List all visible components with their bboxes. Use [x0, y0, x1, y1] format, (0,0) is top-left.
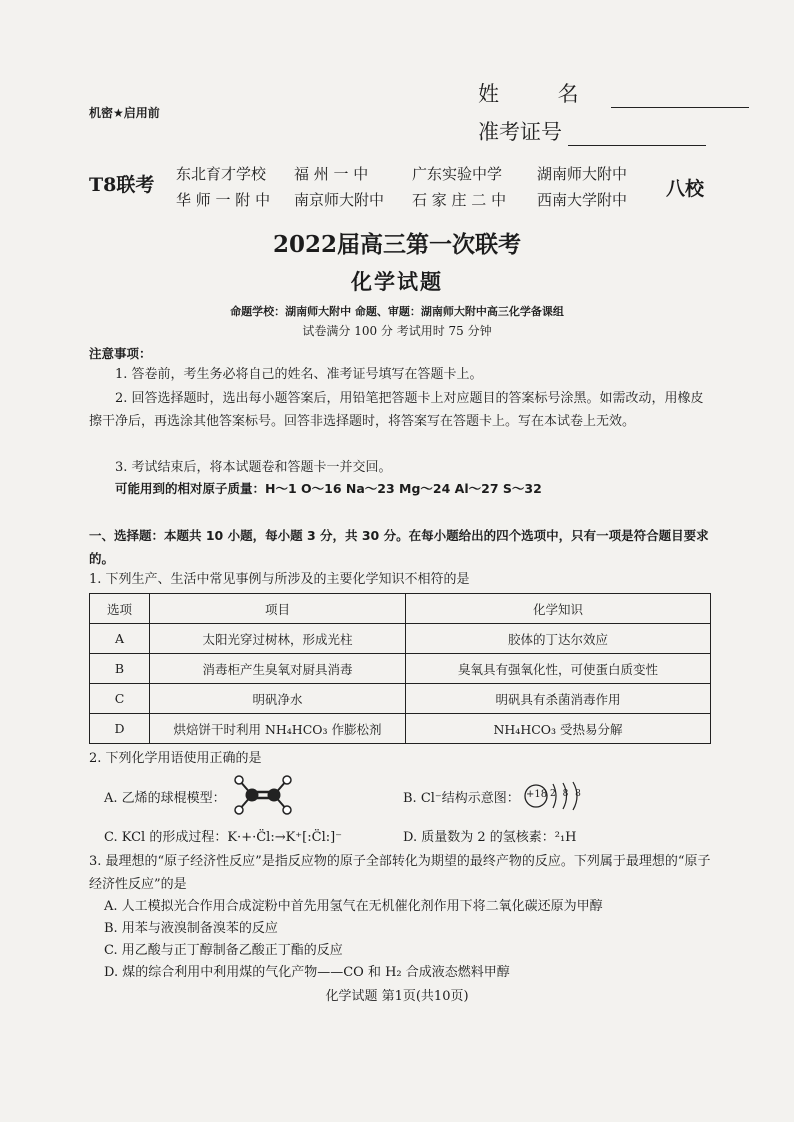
table-header: 化学知识: [406, 594, 711, 624]
exam-id-field: [478, 116, 706, 146]
atomic-masses: 可能用到的相对原子质量：H～1 O～16 Na～23 Mg～24 Al～27 S～32: [115, 481, 542, 496]
table-cell: 消毒柜产生臭氧对厨具消毒: [150, 654, 406, 684]
table-cell: B: [90, 654, 150, 684]
electron-shells: 2 8 8: [550, 789, 583, 799]
school-item: 东北育才学校: [176, 165, 267, 183]
union-label: T8联考: [89, 174, 155, 196]
table-row: [90, 714, 711, 744]
table-cell: A: [90, 624, 150, 654]
ethylene-ball-stick-icon: [232, 772, 294, 818]
section-heading: 一、选择题：本题共 10 小题，每小题 3 分，共 30 分。在每小题给出的四个选项中，只有一项是符合题目要求的。: [89, 528, 709, 566]
question-2-stem: 2. 下列化学用语使用正确的是: [89, 751, 262, 766]
table-cell: NH₄HCO₃ 受热易分解: [406, 714, 711, 744]
school-list: [176, 163, 662, 210]
chloride-ion-diagram: [523, 780, 593, 812]
confidential-label: 机密★启用前: [89, 106, 160, 120]
table-row: [90, 654, 711, 684]
school-item: 福 州 一 中: [294, 165, 369, 183]
table-row: [90, 624, 711, 654]
question-2-option-a: A. 乙烯的球棍模型：: [104, 791, 226, 806]
question-1-stem: 1. 下列生产、生活中常见事例与所涉及的主要化学知识不相符的是: [89, 572, 470, 587]
notice-item: 1. 答卷前，考生务必将自己的姓名、准考证号填写在答题卡上。: [115, 367, 483, 382]
question-2-option-d: D. 质量数为 2 的氢核素：²₁H: [403, 830, 577, 845]
question-3-option: B. 用苯与液溴制备溴苯的反应: [104, 921, 278, 936]
school-item: 西南大学附中: [537, 191, 628, 209]
table-cell: 明矾净水: [150, 684, 406, 714]
table-cell: 太阳光穿过树林，形成光柱: [150, 624, 406, 654]
table-row: [90, 684, 711, 714]
eight-schools-label: 八校: [666, 178, 705, 200]
table-header: 选项: [90, 594, 150, 624]
exam-title: 2022届高三第一次联考: [272, 231, 521, 258]
notice-item: 2. 回答选择题时，选出每小题答案后，用铅笔把答题卡上对应题目的答案标号涂黑。如需改动，用橡皮擦干净后，再选涂其他答案标号。回答非选择题时，将答案写在答题卡上。写在本试卷上无效。: [89, 391, 704, 429]
table-header: 项目: [150, 594, 406, 624]
score-line: 试卷满分 100 分 考试用时 75 分钟: [302, 324, 492, 338]
name-blank: [611, 85, 749, 108]
school-item: 湖南师大附中: [537, 165, 628, 183]
subject-title: 化学试题: [351, 269, 443, 294]
table-cell: D: [90, 714, 150, 744]
table-header-row: [90, 594, 711, 624]
question-3-stem: 3. 最理想的“原子经济性反应”是指反应物的原子全部转化为期望的最终产物的反应。下列属于最理想的“原子经济性反应”的是: [89, 854, 711, 892]
question-3-option: D. 煤的综合利用中利用煤的气化产物——CO 和 H₂ 合成液态燃料甲醇: [104, 965, 510, 980]
school-item: 南京师大附中: [294, 191, 385, 209]
question-2-option-b: B. Cl⁻结构示意图：: [403, 791, 520, 806]
notice-heading: 注意事项：: [89, 346, 152, 361]
question-1-table: [89, 593, 711, 744]
table-cell: 烘焙饼干时利用 NH₄HCO₃ 作膨松剂: [150, 714, 406, 744]
table-cell: C: [90, 684, 150, 714]
exam-id-label: 准考证号: [478, 120, 562, 144]
author-line: 命题学校：湖南师大附中 命题、审题：湖南师大附中高三化学备课组: [230, 305, 564, 318]
notice-item: 3. 考试结束后，将本试题卷和答题卡一并交回。: [115, 460, 392, 475]
nucleus-charge: +18: [526, 789, 548, 800]
table-cell: 臭氧具有强氧化性，可使蛋白质变性: [406, 654, 711, 684]
school-item: 石 家 庄 二 中: [412, 191, 507, 209]
name-field: [478, 78, 749, 108]
table-cell: 明矾具有杀菌消毒作用: [406, 684, 711, 714]
question-2-option-c: C. KCl 的形成过程：K·+·C̈l:→K⁺[:C̈l:]⁻: [104, 830, 343, 845]
table-cell: 胶体的丁达尔效应: [406, 624, 711, 654]
question-3-option: A. 人工模拟光合作用合成淀粉中首先用氢气在无机催化剂作用下将二氧化碳还原为甲醇: [104, 899, 603, 914]
exam-id-blank: [568, 123, 706, 146]
name-label: 姓 名: [478, 82, 605, 106]
page-footer: 化学试题 第1页(共10页): [325, 989, 469, 1004]
question-3-option: C. 用乙酸与正丁醇制备乙酸正丁酯的反应: [104, 943, 343, 958]
school-item: 华 师 一 附 中: [176, 191, 271, 209]
school-item: 广东实验中学: [412, 165, 503, 183]
